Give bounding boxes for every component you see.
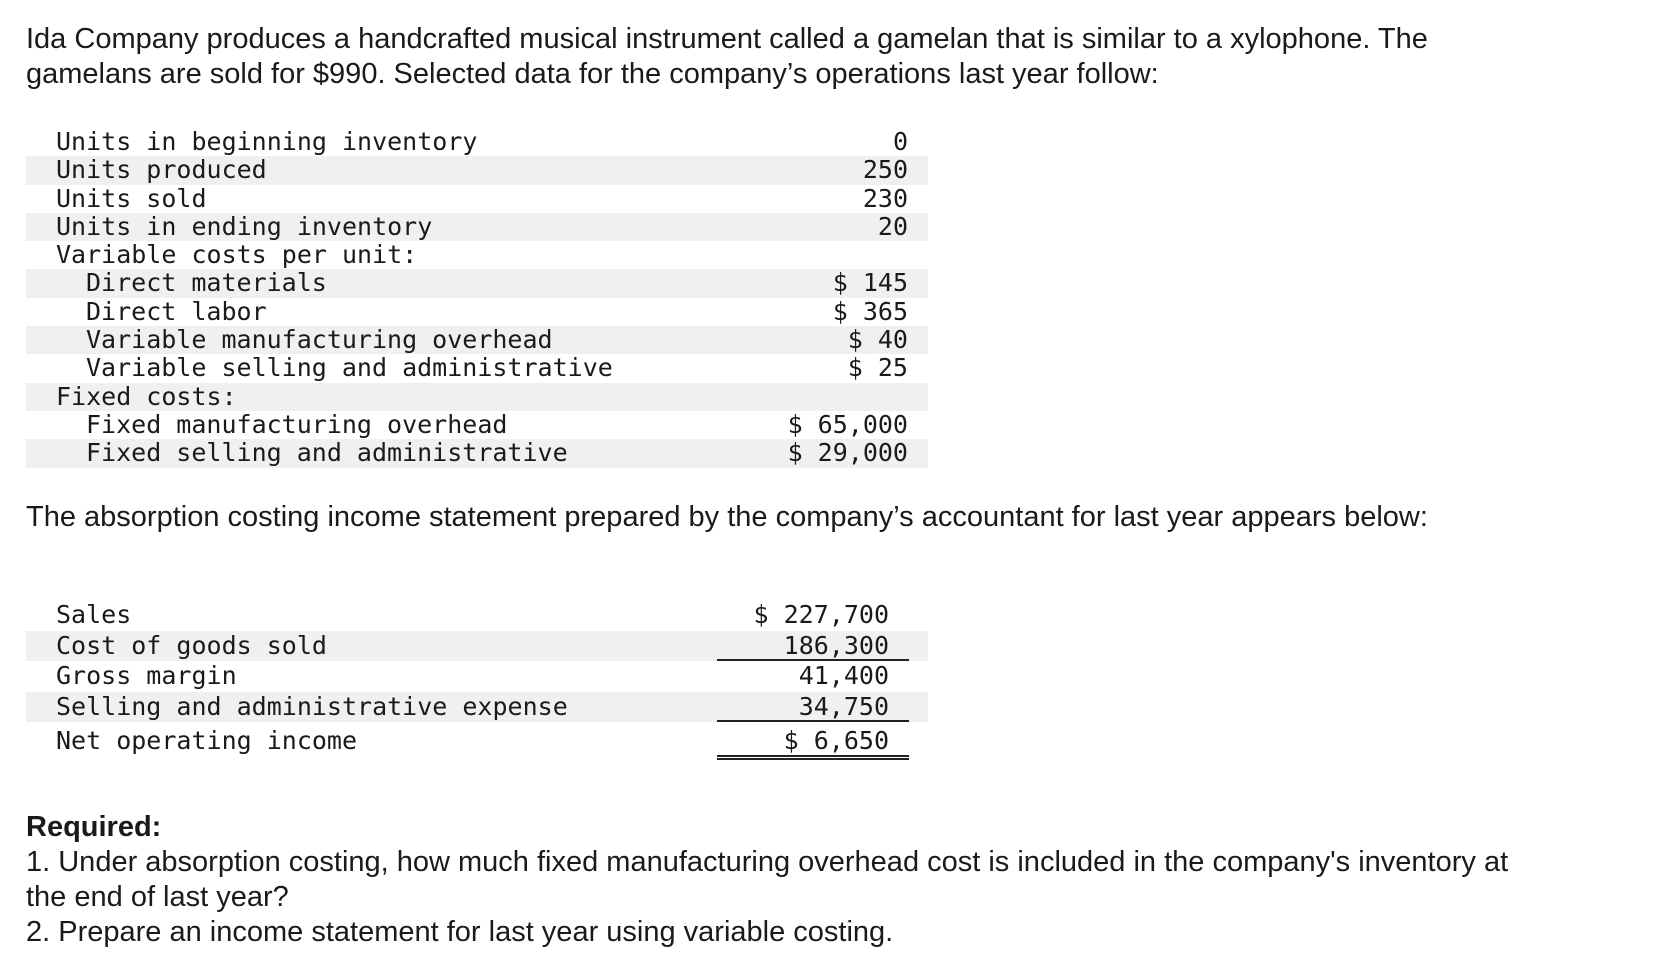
required-item-2: 2. Prepare an income statement for last year using variable costing. (26, 916, 894, 948)
table-row (26, 631, 928, 662)
row-value: $ 145 (832, 268, 908, 298)
row-label: Variable selling and administrative (86, 353, 613, 383)
table-row (26, 600, 928, 631)
row-value: 41,400 (798, 661, 889, 690)
row-label: Direct labor (86, 296, 267, 326)
row-label: Units in ending inventory (56, 211, 433, 241)
row-value: $ 227,700 (753, 600, 889, 629)
row-label: Units produced (56, 155, 267, 185)
required-item-1-line-1: 1. Under absorption costing, how much fixed manufacturing overhead cost is included in the company's inventory at (26, 846, 1509, 878)
statement-intro: The absorption costing income statement prepared by the company’s accountant for last year appears below: (26, 501, 1428, 533)
table-row (26, 383, 928, 411)
table-row (26, 128, 928, 156)
row-value: $ 29,000 (787, 438, 908, 468)
row-label: Cost of goods sold (56, 630, 327, 660)
row-label: Net operating income (56, 726, 358, 755)
row-label: Variable manufacturing overhead (86, 325, 553, 355)
row-label: Selling and administrative expense (56, 691, 568, 721)
table-row (26, 354, 928, 382)
table-row (26, 326, 928, 354)
table-row (26, 185, 928, 213)
table-row (26, 241, 928, 269)
row-value: $ 65,000 (787, 409, 908, 439)
value-cell (717, 600, 909, 631)
table-row (26, 213, 928, 241)
value-cell (717, 722, 909, 760)
table-row (26, 661, 928, 692)
table-row (26, 692, 928, 723)
row-label: Fixed manufacturing overhead (86, 409, 508, 439)
row-label: Variable costs per unit: (56, 240, 418, 270)
row-value: 34,750 (798, 691, 889, 721)
table-row (26, 722, 928, 760)
value-cell (717, 631, 909, 662)
row-value: $ 40 (847, 325, 908, 355)
problem-intro (26, 22, 1428, 92)
row-value: 0 (892, 127, 908, 156)
intro-line-2: gamelans are sold for $990. Selected data for the company’s operations last year follow: (26, 58, 1159, 90)
row-value: 20 (877, 211, 908, 241)
row-label: Gross margin (56, 661, 237, 690)
row-value: 250 (862, 155, 908, 185)
row-label: Units in beginning inventory (56, 127, 478, 156)
row-value: 230 (862, 183, 908, 213)
intro-line-1: Ida Company produces a handcrafted musical instrument called a gamelan that is similar to a xylophone. The (26, 23, 1428, 55)
table-row (26, 439, 928, 467)
absorption-income-statement (26, 600, 928, 760)
table-row (26, 298, 928, 326)
row-label: Fixed costs: (56, 381, 237, 411)
row-value: 186,300 (783, 630, 889, 660)
value-cell (717, 661, 909, 692)
value-cell (717, 692, 909, 723)
required-item-1-line-2: the end of last year? (26, 881, 289, 913)
row-value: $ 365 (832, 296, 908, 326)
operations-data-table (26, 128, 928, 468)
row-value: $ 25 (847, 353, 908, 383)
row-label: Units sold (56, 183, 207, 213)
table-row (26, 411, 928, 439)
table-row (26, 269, 928, 297)
row-label: Sales (56, 600, 132, 629)
row-label: Direct materials (86, 268, 327, 298)
row-value: $ 6,650 (783, 726, 889, 755)
row-label: Fixed selling and administrative (86, 438, 568, 468)
required-section (26, 810, 1508, 950)
required-heading: Required: (26, 811, 162, 843)
table-row (26, 156, 928, 184)
